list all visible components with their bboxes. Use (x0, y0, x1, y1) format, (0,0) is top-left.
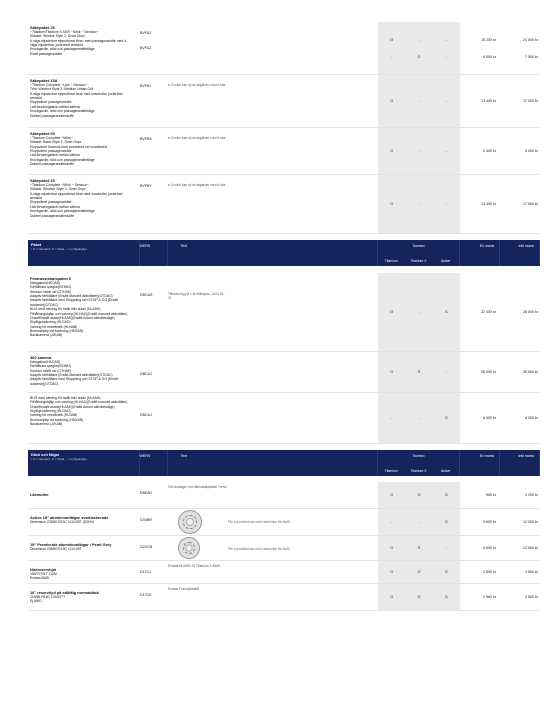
wheel-spec-line: Dimension 235/50 R19C 111/109T (D3HH) (30, 520, 95, 524)
availability-grid (378, 22, 460, 74)
package-feature-line: Klädsel: Basic Style 1, Svart Onyx (30, 140, 82, 145)
price-ex-vat-value: 13 400 kr (481, 99, 496, 103)
seat-packages-section (28, 22, 540, 234)
wheel-spec-line: Endast AWD (30, 576, 50, 581)
availability-cell: O (390, 595, 394, 599)
package-feature-line: Adaptiv farthållare med Stoppning och STOP & GO (Ersätt (30, 377, 118, 382)
wheel-remark (228, 482, 378, 508)
package-note: Tillverkning på 1 år tillämpas, 2024-01-11 (168, 292, 225, 301)
packages-header-title: Paket (31, 243, 42, 247)
price-inc-vat-value: 17 000 kr (523, 99, 538, 103)
availability-cell: O (390, 493, 394, 497)
package-remark (228, 393, 378, 443)
wheel-option-row (28, 584, 540, 611)
package-note (168, 393, 228, 443)
package-feature-line: Filhållningshjälp och varning (HLHAC)(Ersätt manuell aktivitäten) (30, 311, 128, 316)
package-note: e-Cockin kan ej ha dagdrom med 6 säs (168, 83, 226, 87)
assistance-package-row (28, 273, 540, 352)
package-feature-line: Klädsel: Windsor Style 2, Svart Onyx (30, 187, 86, 192)
wheel-option-row (28, 509, 540, 536)
package-feature-line: BLIS med varning för trafik från sidan (HLAAH) (30, 396, 101, 400)
wheel-remark: Får ej kombineras med reservhjul för AWD (228, 520, 290, 524)
price-inc-vat (500, 393, 540, 443)
package-feature-line: 6-vägs eljusterbar elppsdörrat förar med svankstöd, justerbart (30, 191, 123, 196)
packages-header (28, 240, 540, 266)
price-inc-vat-value: 12 000 kr (523, 520, 538, 524)
wheel-note: Ord dublager mot läkruslakplastel Trend (168, 485, 227, 489)
price-ex-vat-value: 28 000 kr (481, 370, 496, 374)
package-code (140, 22, 168, 74)
package-note: e-Cockin kan ej ha dagdrom med 6 säs (168, 136, 226, 140)
package-feature-line: ~Titanium Complete ~Mörk~ (30, 136, 73, 140)
package-feature-line: autoinstr)(GTDAC) (30, 302, 59, 307)
wheel-spec-line: Dimension 235/50 R19C 111/109T (30, 547, 82, 551)
packages-header-price-ex-vat: Ex moms (460, 240, 500, 266)
availability-cell: O (390, 202, 394, 206)
availability-cell: - (418, 149, 420, 153)
packages-header-price-inc-vat: Inkl moms (500, 240, 540, 266)
wheel-title: Nödreservhjul (30, 567, 57, 572)
price-ex-vat (460, 584, 500, 610)
package-description (28, 273, 140, 351)
wheel-title: Låsmutter (30, 492, 49, 497)
availability-cell: - (445, 546, 447, 550)
price-inc-vat (500, 352, 540, 392)
package-feature-line: Sensico stödit vid (GTHAE) (30, 289, 72, 294)
wheels-header-text: Text (168, 450, 377, 476)
assistance-package-row (28, 352, 540, 393)
package-feature-line: Backkamera (JJKAB) (30, 422, 63, 427)
availability-cell: - (391, 416, 393, 420)
price-inc-vat-value: 12 000 kr (523, 546, 538, 550)
price-ex-vat (460, 393, 500, 443)
price-inc-vat (500, 75, 540, 127)
package-feature-line: ~Titanium/Titanium X AGR ~Mörk ~ Sensico~ (30, 30, 99, 34)
wheel-note: Endast till AWD 15 Titanium X AWD (168, 564, 220, 568)
package-feature-line: Backkamera (JJKAB) (30, 333, 63, 338)
package-feature-line: Navigation(HKCAB) (30, 360, 60, 364)
package-code (140, 175, 168, 233)
package-feature-line: autoinstr)(GTDAC) (30, 381, 59, 386)
package-feature-line: Adaptiv farthållare (Ersätt Manuell aktivitäten)(GTDAC) (30, 373, 113, 378)
availability-cell: O (417, 493, 421, 497)
packages-header-text: Text (168, 240, 377, 266)
wheels-header-model: Tourneo (412, 454, 425, 458)
availability-cell: O (417, 570, 421, 574)
availability-line (378, 518, 460, 526)
price-ex-vat-value: 2 400 kr (483, 149, 496, 153)
wheel-spec-line: 215/65 R16C 109/107T (30, 595, 66, 599)
wheel-description (28, 561, 140, 583)
availability-cell: O (390, 149, 394, 153)
availability-cell: O (390, 99, 394, 103)
package-feature-line: Chaufförsattt assist(HLAAE)(Ersätt Autom.aktivitetsläge) (30, 404, 115, 409)
seat-package-row (28, 22, 540, 75)
wheel-code: D17CK (140, 593, 152, 597)
availability-grid (378, 128, 460, 174)
price-inc-vat (500, 273, 540, 351)
package-code: DBCAJ (140, 413, 152, 417)
package-note (168, 352, 228, 392)
availability-line (378, 308, 460, 316)
availability-cell: O (390, 310, 394, 314)
availability-grid (378, 175, 460, 233)
availability-cell: - (391, 520, 393, 524)
package-feature-line: Elratt passagerarsäte (30, 51, 63, 56)
availability-line (378, 200, 460, 208)
package-feature-line: Adaptiv farthållare (Ersätt Manuell aktivitäten)(GTDAC) (30, 294, 113, 299)
price-inc-vat (500, 175, 540, 233)
price-ex-vat-value: 15 200 kr (481, 37, 496, 42)
wheels-header-price-ex-vat: Ex moms (460, 450, 500, 476)
wheels-header (28, 450, 540, 476)
availability-cell: - (445, 149, 447, 153)
wheel-code: D17CJ (140, 570, 151, 574)
availability-cell: - (418, 37, 420, 42)
wheels-header-legend: • S = standard, O = tillval, - = ej tillgängligt (31, 457, 87, 461)
availability-cell: O (390, 370, 394, 374)
wheel-description (28, 482, 140, 508)
price-list-page (28, 22, 540, 611)
wheel-description (28, 536, 140, 560)
package-feature-line: BLIS med varning för trafik från sidan (HLAAH) (30, 307, 101, 312)
price-ex-vat-value: 9 600 kr (483, 546, 496, 550)
availability-cell: O (444, 416, 448, 420)
packages-header-code: WERS (140, 240, 169, 266)
package-feature-line: Krockgardin, stöd och passagerarsätetläge (30, 109, 95, 114)
availability-cell: O (444, 595, 448, 599)
price-ex-vat (460, 273, 500, 351)
price-ex-vat-value: 9 600 kr (483, 520, 496, 524)
package-feature-line: Skyltigenkänning (HLGAD) (30, 320, 71, 325)
wheel-description (28, 509, 140, 535)
availability-cell: S (445, 310, 448, 314)
wheel-description (28, 584, 140, 610)
availability-cell: - (445, 202, 447, 206)
availability-grid (378, 352, 460, 392)
availability-cell: O (417, 54, 421, 59)
availability-line (378, 544, 460, 552)
price-ex-vat (460, 22, 500, 74)
wheel-spec-line: 155/70 R17 110M (30, 572, 57, 576)
package-code-value: BVFAZ (140, 31, 152, 35)
price-ex-vat (460, 561, 500, 583)
price-inc-vat-value: 3 500 kr (525, 570, 538, 574)
price-inc-vat-value: 7 500 kr (525, 54, 538, 59)
package-feature-line: Eluppvärmt förarstol med svankstöd och svankstöd (30, 144, 107, 149)
price-ex-vat (460, 352, 500, 392)
availability-line (378, 593, 460, 601)
seat-package-row (28, 175, 540, 234)
package-description (28, 75, 140, 127)
availability-cell: S (417, 370, 421, 374)
availability-cell: - (445, 54, 447, 59)
package-code-value: BVFBJ (140, 84, 152, 88)
availability-grid (378, 536, 460, 560)
package-note: e-Cockin kan ej ha dagdrom med 6 säs (168, 183, 226, 187)
package-title: Förarassistanspaket 5 (30, 276, 72, 281)
package-feature-line: Dubbel passagerarsäteskoffe (30, 113, 75, 118)
package-feature-line: ~Titanium Complete ~Ljus ~ Sensico~ (30, 83, 88, 87)
package-description (28, 175, 140, 233)
price-inc-vat (500, 128, 540, 174)
price-inc-vat-value: 3 000 kr (525, 149, 538, 153)
availability-cell: - (445, 370, 447, 374)
wheel-option-row (28, 561, 540, 584)
wheels-header-title: Däck och fälgar (31, 453, 60, 457)
price-ex-vat (460, 128, 500, 174)
package-feature-line: Adaptiv farthållare med Stoppning och STOP & GO (Ersätt (30, 298, 118, 303)
wheel-option-row (28, 482, 540, 509)
package-title: 360 kamera (30, 355, 52, 360)
package-remark (228, 352, 378, 392)
price-inc-vat-value: 17 000 kr (523, 202, 538, 206)
price-ex-vat-value: 13 400 kr (481, 202, 496, 206)
wheel-title: 16" reservhjul på stålfälg normaldäck (30, 590, 100, 595)
price-inc-vat (500, 22, 540, 74)
package-feature-line: Krockgardin, stöd och passagerarsätetläge (30, 157, 95, 162)
price-inc-vat-value: 24 000 kr (523, 37, 538, 42)
availability-line (378, 414, 460, 422)
package-remark (228, 22, 378, 74)
packages-header-trim-titanium: Titanium (384, 259, 398, 263)
availability-line (378, 147, 460, 155)
package-feature-line: Trim: Windsor Style 2, Medium Urban Grå (30, 87, 93, 92)
price-inc-vat-value: 35 000 kr (523, 370, 538, 374)
availability-cell: O (417, 595, 421, 599)
package-feature-line: Lätt förvaringsfack mellan sätena (30, 104, 80, 109)
seat-package-row (28, 75, 540, 128)
availability-grid (378, 75, 460, 127)
wheel-note: Endast Framhjulsdrift (168, 587, 200, 591)
price-ex-vat (460, 75, 500, 127)
package-feature-line: vägs eljusterbar, justerbart armstöd (30, 43, 83, 48)
package-feature-line: Lätt förvaringsfack mellan sätena (30, 204, 80, 209)
package-feature-line: Eluppvärmt passagerarsäte (30, 100, 72, 105)
package-description (28, 128, 140, 174)
package-remark (228, 175, 378, 233)
assistance-package-row (28, 393, 540, 444)
availability-cell: S (417, 546, 421, 550)
wheels-header-price-inc-vat: Inkl moms (500, 450, 540, 476)
package-feature-line: ~Titanium Complete ~Mörk ~ Sensico~ (30, 183, 89, 187)
wheel-title: 19" Premicrote aluminiumfälgar i Pearl Grey (30, 542, 112, 547)
package-description (28, 393, 140, 443)
availability-cell: - (418, 99, 420, 103)
availability-cell: O (444, 493, 448, 497)
availability-line (378, 491, 460, 499)
package-feature-line: Dubbel passagerarsäteskoffe (30, 213, 75, 218)
wheel-remark (228, 584, 378, 610)
package-code: DBCAS (140, 293, 153, 297)
package-description (28, 22, 140, 74)
price-ex-vat-value: 2 960 kr (483, 595, 496, 599)
price-inc-vat (500, 536, 540, 560)
package-title: Säkepaket 15A (30, 78, 58, 83)
wheels-header-trim-titanium: Titanium (384, 469, 398, 473)
package-feature-line: Eluppvärmt passagerarsäte (30, 149, 72, 154)
wheel-remark: Får ej kombineras med reservhjul för AWD (228, 547, 290, 551)
wheels-section (28, 482, 540, 611)
package-code (140, 128, 168, 174)
price-ex-vat-value: 6 000 kr (483, 54, 496, 59)
availability-grid (378, 273, 460, 351)
package-description (28, 352, 140, 392)
package-feature-line: 6-vägs eljusterbar elppsdörrat förar- med passagerarsäte med 4- (30, 38, 128, 43)
availability-grid (378, 393, 460, 443)
availability-cell: - (418, 310, 420, 314)
availability-line (378, 36, 460, 44)
package-feature-line: Krockgardin, stöd och passagerarsätetläge (30, 47, 95, 52)
package-code-value: BVFBS (140, 137, 152, 141)
wheel-code: D8EAD (140, 491, 152, 495)
package-feature-line: 6-vägs eljusterbar elppsdörrat förar med svankstöd, justerbart (30, 91, 123, 96)
price-inc-vat (500, 482, 540, 508)
availability-grid (378, 509, 460, 535)
availability-line (378, 53, 460, 61)
package-title: Säkepaket 05 (30, 131, 55, 136)
availability-cell: - (418, 202, 420, 206)
price-ex-vat-value: 22 400 kr (481, 310, 496, 314)
availability-cell: O (444, 570, 448, 574)
availability-cell: O (444, 520, 448, 524)
package-feature-line: armstöd (30, 196, 43, 201)
availability-cell: O (390, 546, 394, 550)
package-code: DBCAJ (140, 372, 152, 376)
price-inc-vat (500, 561, 540, 583)
availability-cell: - (445, 99, 447, 103)
package-title: Säkepaket 25 (30, 25, 55, 30)
wheel-title: Active 15" aluminiumfälgar svartlackerade (30, 515, 109, 520)
package-feature-line: Bromsshjälp vid backning (HNYAB) (30, 417, 84, 422)
package-feature-line: Bromsshjälp vid backning (HNYAB) (30, 328, 84, 333)
package-title: Säkepaket 15 (30, 178, 55, 183)
package-feature-line: Filhållningshjälp och varning (HLHAC)(Ersätt manuell aktivitäten) (30, 400, 128, 405)
assistance-packages-section (28, 273, 540, 444)
availability-cell: - (445, 37, 447, 42)
availability-cell: - (391, 54, 393, 59)
package-code-value: BVFAZ (140, 46, 152, 50)
packages-header-model: Tourneo (412, 244, 425, 248)
package-feature-line: Krockgardin, stöd och passagerarsätetläge (30, 209, 95, 214)
price-ex-vat (460, 509, 500, 535)
wheels-header-trim-active: Active (441, 469, 451, 473)
price-ex-vat (460, 536, 500, 560)
price-inc-vat-value: 8 000 kr (525, 416, 538, 420)
package-feature-line: Eluppvärmt passagerarsäte (30, 200, 72, 205)
package-feature-line: Elefällbara speglar(EEHBJ) (30, 285, 72, 290)
wheel-rim-image (178, 537, 200, 559)
availability-line (378, 368, 460, 376)
availability-grid (378, 482, 460, 508)
wheel-spec-line: Ej AWD (30, 599, 42, 604)
availability-line (378, 97, 460, 105)
availability-cell: - (418, 416, 420, 420)
package-feature-line: Elefällbara speglar(EEHBJ) (30, 364, 72, 369)
availability-cell: O (390, 37, 394, 42)
availability-line (378, 568, 460, 576)
price-inc-vat-value: 1 200 kr (525, 493, 538, 497)
package-feature-line: Varning för enkeltrafik (HLNAB) (30, 324, 78, 329)
availability-grid (378, 561, 460, 583)
price-ex-vat-value: 960 kr (486, 493, 496, 497)
wheel-remark (228, 561, 378, 583)
packages-header-trim-active: Active (441, 259, 451, 263)
price-inc-vat (500, 584, 540, 610)
wheel-rim-image (178, 510, 202, 534)
package-remark (228, 273, 378, 351)
price-ex-vat (460, 175, 500, 233)
wheels-header-code: WERS (140, 450, 169, 476)
package-feature-line: Chaufförsattt assist(HLAAE)(Ersätt Autom.aktivitetsläge) (30, 315, 115, 320)
wheel-code: D2VCB (140, 545, 152, 549)
price-inc-vat-value: 28 000 kr (523, 310, 538, 314)
price-inc-vat (500, 509, 540, 535)
package-feature-line: armstöd (30, 96, 43, 101)
availability-cell: - (418, 520, 420, 524)
wheel-option-row (28, 536, 540, 561)
package-note (168, 22, 228, 74)
package-remark (228, 75, 378, 127)
package-code-value: BVFBY (140, 184, 152, 188)
package-feature-line: Navigation(HKCAB) (30, 281, 60, 285)
package-feature-line: Varning för enkeltrafik (HLNAB) (30, 413, 78, 418)
wheel-code: D3VBR (140, 518, 152, 522)
package-feature-line: Skyltigenkänning (HLGAD) (30, 409, 71, 414)
packages-header-legend: • S = standard, O = tillval, - = ej tillgängligt (31, 247, 87, 251)
price-inc-vat-value: 3 500 kr (525, 595, 538, 599)
wheels-header-trim-titanium-x: Titanium X (410, 469, 427, 473)
price-ex-vat-value: 2 800 kr (483, 570, 496, 574)
package-feature-line: Klädsel: Wimbur Style 2, Svart Onyx (30, 34, 85, 39)
package-code (140, 75, 168, 127)
seat-package-row (28, 128, 540, 175)
availability-grid (378, 584, 460, 610)
package-remark (228, 128, 378, 174)
price-ex-vat (460, 482, 500, 508)
package-feature-line: Lätt förvaringsfack mellan sätena (30, 153, 80, 158)
packages-header-trim-titanium-x: Titanium X (410, 259, 427, 263)
package-feature-line: Sensico stödit vid (GTHAE) (30, 368, 72, 373)
availability-cell: O (390, 570, 394, 574)
package-feature-line: Dubbel passagerarsäteskoffe (30, 162, 75, 167)
price-ex-vat-value: 6 400 kr (483, 416, 496, 420)
